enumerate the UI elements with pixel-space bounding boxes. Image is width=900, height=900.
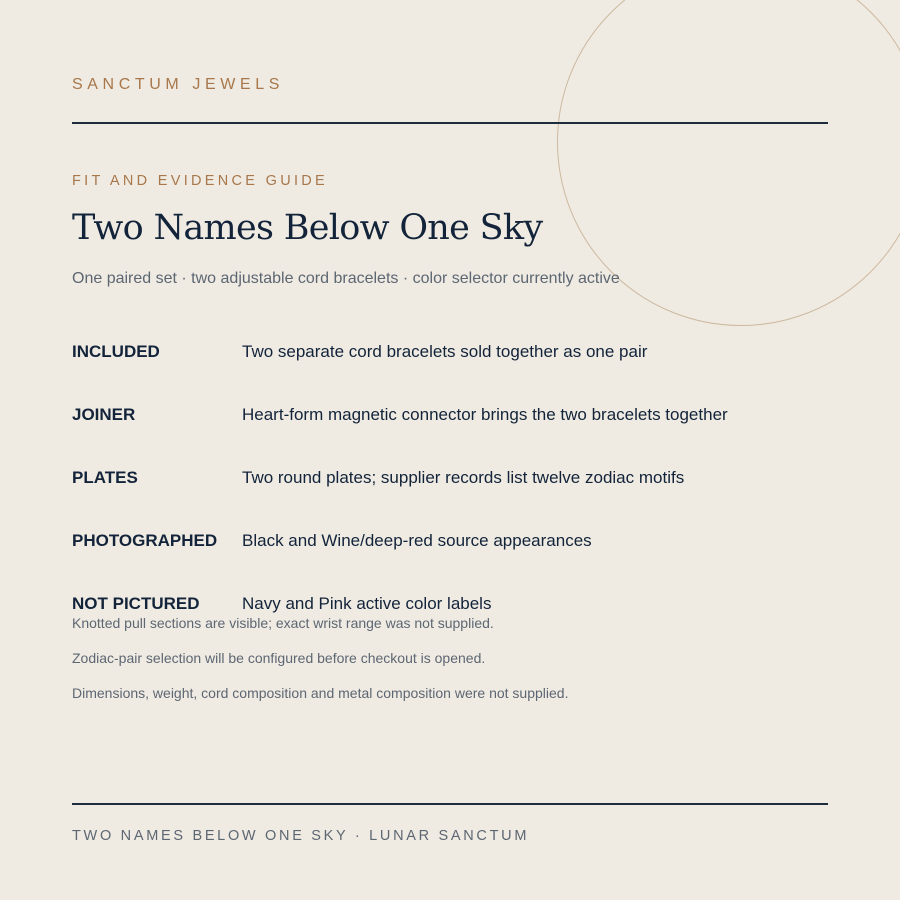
note-zodiac-selection: Zodiac-pair selection will be configured before checkout is opened. (72, 650, 486, 666)
footer-divider (72, 803, 828, 805)
spec-value: Black and Wine/deep-red source appearances (242, 531, 592, 550)
footer-text: TWO NAMES BELOW ONE SKY · LUNAR SANCTUM (72, 828, 530, 844)
page-title: Two Names Below One Sky (72, 208, 543, 248)
spec-value: Heart-form magnetic connector brings the two bracelets together (242, 405, 728, 424)
spec-label: NOT PICTURED (72, 594, 200, 613)
spec-label: INCLUDED (72, 342, 160, 361)
section-eyebrow: FIT AND EVIDENCE GUIDE (72, 173, 329, 189)
spec-row-photographed (72, 531, 828, 555)
spec-label: JOINER (72, 405, 136, 424)
spec-value: Navy and Pink active color labels (242, 594, 492, 613)
brand-wordmark: SANCTUM JEWELS (72, 76, 284, 93)
spec-row-plates (72, 468, 828, 492)
spec-value: Two round plates; supplier records list twelve zodiac motifs (242, 468, 685, 487)
spec-value: Two separate cord bracelets sold together as one pair (242, 342, 648, 361)
spec-row-joiner (72, 405, 828, 429)
spec-row-included (72, 342, 828, 366)
header-divider (72, 122, 828, 124)
note-wrist-range: Knotted pull sections are visible; exact wrist range was not supplied. (72, 615, 494, 631)
page-subtitle: One paired set · two adjustable cord bracelets · color selector currently active (72, 270, 620, 287)
spec-label: PHOTOGRAPHED (72, 531, 218, 550)
spec-label: PLATES (72, 468, 138, 487)
note-dimensions: Dimensions, weight, cord composition and metal composition were not supplied. (72, 685, 569, 701)
